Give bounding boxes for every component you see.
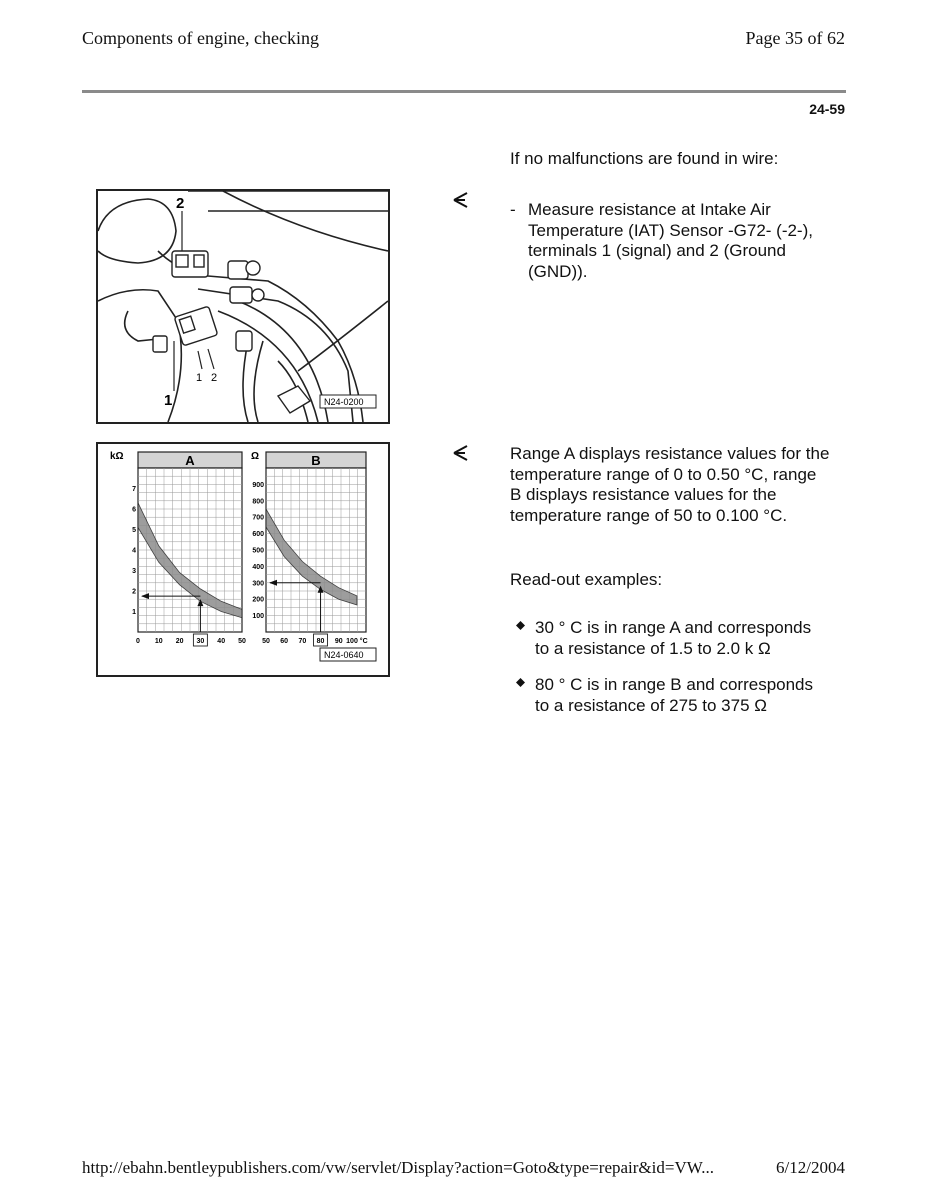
- x-tick-label: 50: [238, 638, 246, 645]
- x-tick-label: 70: [298, 638, 307, 645]
- resistance-chart-figure: [96, 442, 390, 677]
- example-text: 30 ° C is in range A and corresponds to a resistance of 1.5 to 2.0 k Ω: [535, 618, 812, 658]
- x-tick-label: 60: [280, 638, 289, 645]
- diamond-bullet-icon: [516, 621, 525, 630]
- y-tick-label: 2: [132, 588, 136, 596]
- footer-date: 6/12/2004: [776, 1158, 845, 1177]
- example-item: [516, 617, 816, 659]
- measure-step: [510, 200, 830, 282]
- step-dash: -: [510, 200, 516, 219]
- example-item: [516, 674, 816, 716]
- x-tick-label: 80: [316, 638, 325, 645]
- figure1-terminal-1: 1: [196, 372, 203, 384]
- header-title: Components of engine, checking: [82, 28, 319, 48]
- y-tick-label: 200: [252, 596, 264, 604]
- sensor-location-figure: [96, 189, 390, 424]
- x-tick-label: 0: [136, 638, 140, 645]
- y-tick-label: 4: [132, 547, 136, 555]
- footer-url: http://ebahn.bentleypublishers.com/vw/servlet/Display?action=Goto&type=repair&id=VW...: [82, 1158, 714, 1177]
- y-tick-label: 900: [252, 481, 264, 489]
- x-tick-label: 40: [217, 638, 226, 645]
- y-tick-label: 800: [252, 498, 264, 506]
- resistance-charts: [98, 444, 388, 675]
- readout-label: Read-out examples:: [510, 570, 663, 589]
- y-tick-label: 7: [132, 486, 136, 493]
- section-number: 24-59: [809, 101, 845, 117]
- figure1-callout-2: 2: [176, 195, 185, 212]
- step-text: Measure resistance at Intake Air Temperature (IAT) Sensor -G72- (-2-), terminals 1 (signal) and 2 (Ground (GND)).: [528, 200, 813, 281]
- diamond-bullet-icon: [516, 678, 525, 687]
- x-tick-label: 30: [196, 638, 205, 645]
- x-tick-label: 100 °C: [346, 638, 368, 645]
- range-description: Range A displays resistance values for the temperature range of 0 to 0.50 °C, range B displays resistance values for the temperature range of 50 to 0.100 °C.: [510, 444, 830, 525]
- figure2-ref: N24-0640: [324, 650, 364, 660]
- y-tick-label: 300: [252, 580, 264, 588]
- y-tick-label: 1: [132, 609, 136, 616]
- y-tick-label: 100: [252, 613, 264, 621]
- x-tick-label: 10: [154, 638, 163, 645]
- y-tick-label: 600: [252, 531, 264, 539]
- x-tick-label: 20: [175, 638, 184, 645]
- arrow-pointer-icon: [452, 191, 474, 209]
- page-number: Page 35 of 62: [745, 28, 845, 48]
- example-text: 80 ° C is in range B and corresponds to a resistance of 275 to 375 Ω: [535, 675, 814, 715]
- y-tick-label: 400: [252, 563, 264, 571]
- panel-a-title: A: [185, 453, 195, 468]
- y-tick-label: 700: [252, 514, 264, 522]
- arrow-pointer-icon: [452, 444, 474, 462]
- intro-text: If no malfunctions are found in wire:: [510, 149, 779, 168]
- x-tick-label: 90: [334, 638, 343, 645]
- sensor-illustration: [98, 191, 388, 422]
- figure1-ref: N24-0200: [324, 397, 364, 407]
- y-tick-label: 5: [132, 527, 136, 534]
- y-tick-label: 6: [132, 506, 136, 514]
- unit-b-label: Ω: [251, 451, 260, 462]
- figure1-terminal-2: 2: [211, 372, 218, 384]
- panel-b-title: B: [311, 453, 321, 468]
- y-tick-label: 3: [132, 568, 136, 575]
- header-divider: [82, 90, 846, 93]
- y-tick-label: 500: [252, 547, 264, 555]
- x-tick-label: 50: [262, 638, 270, 645]
- figure1-callout-1: 1: [164, 392, 173, 409]
- unit-a-label: kΩ: [110, 451, 124, 462]
